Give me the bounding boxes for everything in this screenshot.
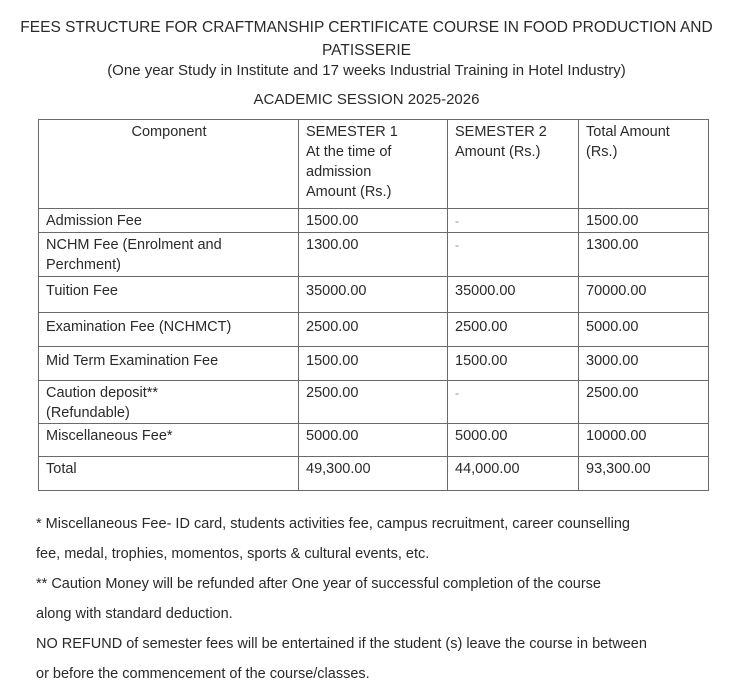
notes-section — [36, 509, 686, 689]
cell-component — [39, 424, 299, 457]
header-sem1-line-1: SEMESTER 1 — [306, 124, 398, 140]
note-caution-line-1: ** Caution Money will be refunded after One year of successful completion of the course — [36, 576, 601, 592]
cell-sem2-dash: - — [455, 238, 459, 252]
cell-component — [39, 277, 299, 313]
table-row-examination-fee — [39, 313, 709, 347]
cell-component — [39, 347, 299, 381]
cell-component — [39, 313, 299, 347]
header-semester-1 — [299, 120, 448, 209]
component-text: Total — [46, 461, 77, 477]
header-total-line-1: Total Amount — [586, 124, 670, 140]
cell-sem1: 2500.00 — [299, 313, 448, 347]
cell-component — [39, 209, 299, 233]
header-sem1-line-3: admission — [306, 164, 372, 180]
cell-sem1: 35000.00 — [299, 277, 448, 313]
cell-sem2: 35000.00 — [448, 277, 579, 313]
component-text: Examination Fee (NCHMCT) — [46, 319, 232, 335]
header-total-line-2: (Rs.) — [586, 144, 618, 160]
cell-component — [39, 457, 299, 491]
component-text: Miscellaneous Fee* — [46, 428, 173, 444]
table-row-mid-term-fee — [39, 347, 709, 381]
table-row-total — [39, 457, 709, 491]
component-text-line-2: Perchment) — [46, 257, 121, 273]
cell-sem1: 1500.00 — [299, 209, 448, 233]
component-text: NCHM Fee (Enrolment and — [46, 237, 222, 253]
cell-sem1: 49,300.00 — [299, 457, 448, 491]
note-refund-line-2: or before the commencement of the course/classes. — [36, 666, 370, 682]
cell-sem1: 5000.00 — [299, 424, 448, 457]
cell-sem1: 2500.00 — [299, 381, 448, 424]
header-semester-2 — [448, 120, 579, 209]
cell-sem2: 2500.00 — [448, 313, 579, 347]
cell-total: 2500.00 — [579, 381, 709, 424]
note-caution-line-2: along with standard deduction. — [36, 606, 233, 622]
fee-table — [38, 119, 709, 491]
header-component — [39, 120, 299, 209]
cell-sem2: 44,000.00 — [448, 457, 579, 491]
cell-sem2 — [448, 209, 579, 233]
component-text: Mid Term Examination Fee — [46, 353, 219, 369]
note-misc-line-2: fee, medal, trophies, momentos, sports & cultural events, etc. — [36, 546, 430, 562]
cell-total: 3000.00 — [579, 347, 709, 381]
cell-total: 93,300.00 — [579, 457, 709, 491]
cell-sem1: 1300.00 — [299, 233, 448, 277]
cell-sem2 — [448, 233, 579, 277]
cell-component — [39, 233, 299, 277]
cell-total: 1300.00 — [579, 233, 709, 277]
cell-sem2-dash: - — [455, 214, 459, 228]
cell-sem2 — [448, 381, 579, 424]
title-line-1: FEES STRUCTURE FOR CRAFTMANSHIP CERTIFICATE COURSE IN FOOD PRODUCTION AND — [20, 19, 713, 36]
document-title — [20, 16, 713, 62]
component-text: Tuition Fee — [46, 283, 118, 299]
cell-sem2: 1500.00 — [448, 347, 579, 381]
note-misc-line-1: * Miscellaneous Fee- ID card, students activities fee, campus recruitment, career counselling — [36, 516, 630, 532]
table-row-caution-deposit — [39, 381, 709, 424]
cell-component — [39, 381, 299, 424]
header-component-label: Component — [131, 124, 207, 140]
cell-sem2-dash: - — [455, 386, 459, 400]
table-row-tuition-fee — [39, 277, 709, 313]
header-sem2-line-2: Amount (Rs.) — [455, 144, 541, 160]
document-subtitle: (One year Study in Institute and 17 weeks Industrial Training in Hotel Industry) — [107, 62, 626, 79]
academic-session: ACADEMIC SESSION 2025-2026 — [253, 91, 480, 108]
component-text-line-2: (Refundable) — [46, 405, 130, 421]
cell-total: 5000.00 — [579, 313, 709, 347]
table-row-miscellaneous-fee — [39, 424, 709, 457]
note-refund-line-1: NO REFUND of semester fees will be entertained if the student (s) leave the course in between — [36, 636, 647, 652]
cell-sem2: 5000.00 — [448, 424, 579, 457]
cell-total: 70000.00 — [579, 277, 709, 313]
header-sem1-line-2: At the time of — [306, 144, 392, 160]
component-text: Admission Fee — [46, 213, 142, 229]
cell-total: 1500.00 — [579, 209, 709, 233]
header-sem2-line-1: SEMESTER 2 — [455, 124, 547, 140]
cell-total: 10000.00 — [579, 424, 709, 457]
cell-sem1: 1500.00 — [299, 347, 448, 381]
table-row-nchm-fee — [39, 233, 709, 277]
table-row-admission-fee — [39, 209, 709, 233]
header-total — [579, 120, 709, 209]
component-text: Caution deposit** — [46, 385, 159, 401]
table-header-row — [39, 120, 709, 209]
header-sem1-line-4: Amount (Rs.) — [306, 184, 392, 200]
title-line-2: PATISSERIE — [321, 42, 411, 59]
